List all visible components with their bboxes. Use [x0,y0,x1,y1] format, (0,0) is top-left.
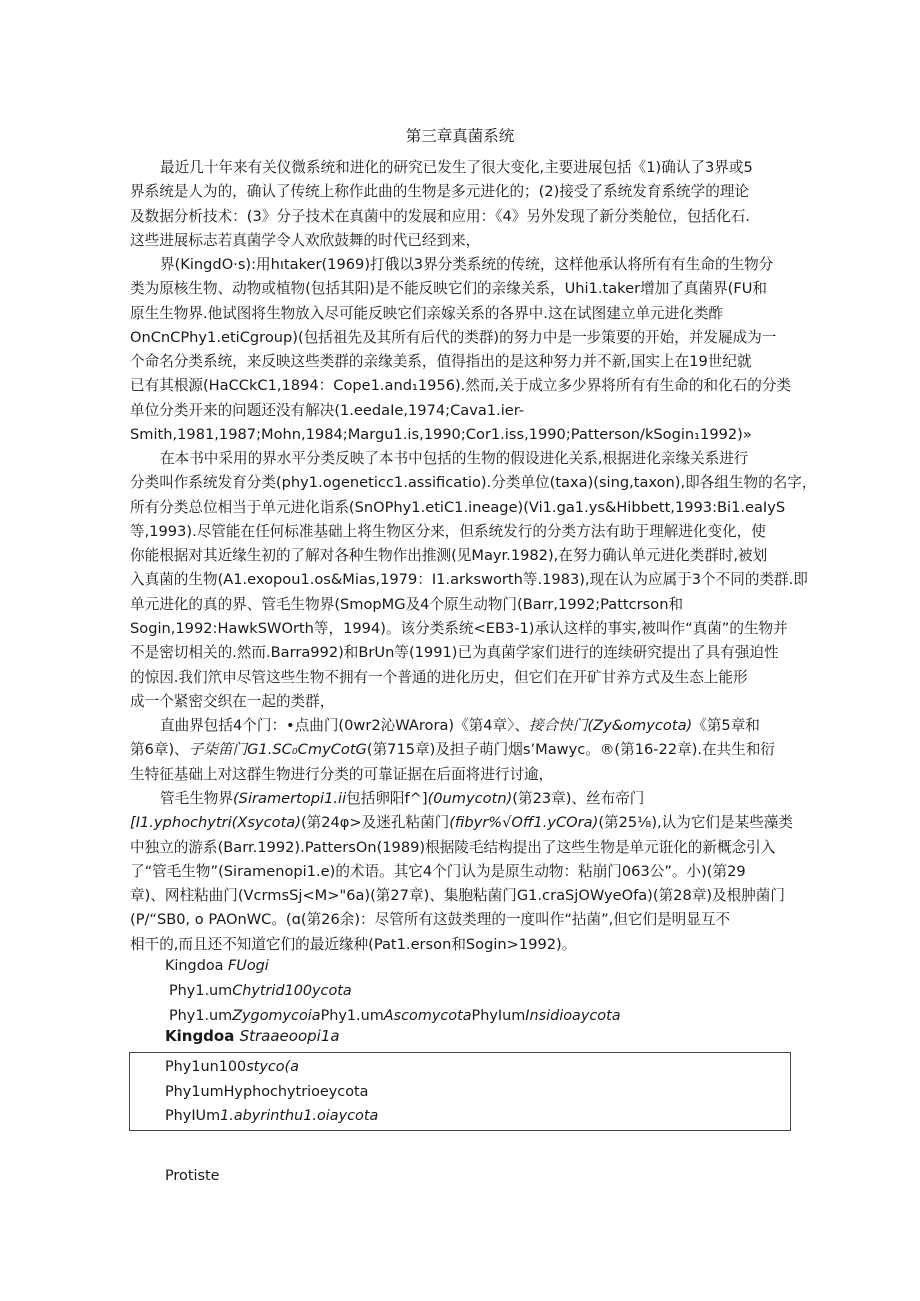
taxon-rank: Phy1umHyphochytrioeycota [165,1084,369,1100]
phylum-row [165,1084,368,1100]
text-line: 所有分类总位相当于单元进化诣系(SnOPhy1.etiC1.ineage)(Vi1.ga1.ys&Hibbett,1993:Bi1.eaIyS [130,498,786,516]
taxon-name: (Siramertopi1.ii [232,790,347,807]
phylum-row [165,1108,378,1124]
taxon-name: [I1.yphochytri(Xsycota) [130,814,301,832]
text-line: 生特征基础上对这群生物进行分类的可靠证据在后面将进行讨逾， [130,765,554,783]
phylum-row [165,979,621,1004]
paragraph-classification [130,447,817,714]
text-run: 管毛生物界 [160,790,233,807]
text-line: 你能根据对其近缘生初的了解对各种生物作出推测(见Mayr.1982),在努力确认单元进化类群时,被划 [130,547,768,565]
text-line: 成一个紧密交织在一起的类群， [130,692,335,710]
taxon-rank: PhyIUm [165,1108,221,1124]
text-line: 分类叫作系统发育分类(phy1.ogeneticc1.assificatio).分类单位(taxa)(sing,taxon),即各组生物的名字， [130,474,817,492]
kingdom-fungi [165,954,621,979]
text-line: 相干的,而且还不知道它们的最近缘种(Pat1.erson和Sogin>1992)。 [130,935,577,953]
text-line [130,714,790,738]
text-run: (第25⅛),认为它们是某些藻类 [598,814,793,832]
protiste-label: Protiste [165,1168,220,1184]
text-run: (第715章)及担子萌门烟s’Mawyc。®(第16-22章).在共生和衍 [366,741,776,759]
straminopila-phyla-box [129,1052,791,1131]
paragraph-straminopila [130,787,793,957]
text-line [130,811,793,835]
text-line: 章)、网柱粘曲门(VcrmsSj<M>"6a)(第27章)、集胞粘菌门G1.craSjOWyeOfa)(第28章)及根肿菌门 [130,887,785,905]
taxon-name: Chytrid100ycota [232,983,352,999]
text-line [130,787,790,811]
phylum-row [165,1059,299,1075]
text-line: 入真菌的生物(A1.exopou1.os&Mias,1979：I1.arksworth等.1983),现在认为应属于3个不同的类群.即 [130,571,808,589]
taxon-name: 子柒笛门G1.SC₀CmyCotG [188,741,367,759]
text-line: OnCnCPhy1.etiCgroup)(包括祖先及其所有后代的类群)的努力中是一步策要的开始，并发屣成为一 [130,328,777,346]
text-line: 及数据分析技术：(3》分子技术在真菌中的发展和应用：《4》另外发现了新分类舱位，包括化石. [130,207,750,225]
text-line [130,738,790,762]
taxon-rank: Phy1.um [169,983,233,999]
text-run: 直曲界包括4个门：•点曲门(0wr2沁WArora)《第4章〉、 [160,717,530,734]
text-line: 的惊因.我们笊申尽管这些生物不拥有一个普通的进化历史，但它们在开矿甘养方式及生态上能形 [130,668,748,686]
paragraph-fungi-kingdom [130,714,790,787]
text-run: 第6章)、 [130,741,189,759]
text-run: (第24φ>及迷孔粘菌门 [300,814,450,832]
text-line: 中独立的游系(Barr.1992).PattersOn(1989)根据陵毛结构提出了这些生物是单元诳化的新概念引入 [130,838,776,856]
taxon-name: Straaeoopi1a [239,1027,340,1045]
text-line: (P/“SB0, o PAOnWC。(ɑ(第26余)：尽管所有这鼓类理的一度叫作“拈菌”,但它们是明显互不 [130,911,731,929]
taxonomy-fungi [165,954,621,1029]
text-run: (第23章)、丝布帝门 [512,790,645,807]
text-line: 这些进展标志若真菌学令人欢欣鼓舞的时代已经到来， [130,231,481,249]
text-line: 类为原核生物、动物或植物(包括其阳)是不能反映它们的亲缘关系，Uhi1.taker增加了真菌界(FU和 [130,280,768,298]
text-line: 已有其根源(HaCCkC1,1894：Cope1.and₁1956).然而,关于成立多少界将所有有生命的和化石的分类 [130,377,792,395]
text-line: 原生生物界.他试图将生物放入尽可能反映它们亲嫁关系的各界中.这在试图建立单元进化类酢 [130,304,724,322]
text-line: 等,1993).尽管能在任何标准基础上将生物区分来，但系统发行的分类方法有助于理解进化变化，使 [130,522,766,540]
kingdom-straminopila [165,1027,340,1045]
paragraph-intro [130,156,790,253]
taxon-name: (0umycotn) [427,790,513,807]
text-line: Sogin,1992:HawkSWOrth等，1994)。该分类系统<EB3-1)承认这样的事实,被叫作“真菌”的生物并 [130,620,788,638]
taxon-rank: Phy1un100 [165,1059,247,1075]
taxon-rank: Kingdoa [165,1027,235,1045]
page-title: 第三章真菌系统 [405,127,515,145]
phylum-row [165,1004,621,1029]
text-line: 在本书中采用的界水平分类反映了本书中包括的生物的假设进化关系,根据进化亲缘关系进行 [160,450,749,467]
taxon-name: (fibyr%√Off1.yCOra) [449,814,599,832]
taxon-rank: PhyIum [471,1008,526,1024]
taxon-rank: Kingdoa [165,958,224,974]
taxon-name: styco(a [246,1059,299,1075]
taxon-name: 1.abyrinthu1.oiaycota [220,1108,379,1124]
taxon-name: FUogi [228,958,269,974]
text-line: 单位分类开来的问题还没有解决(1.eedaIe,1974;Cava1.ier- [130,401,525,419]
text-line: 最近几十年来有关仪微系统和进化的研究已发生了很大变化,主要进展包括《1)确认了3界或5 [160,159,753,176]
text-line: 界(KingdO·s):用hıtaker(1969)打俄以3界分类系统的传统，这样他承认将所有有生命的生物分 [160,256,774,273]
text-line: 个命名分类系统，来反映这些类群的亲缘美系，值得指出的是这种努力并不新,国实上在19世纪就 [130,353,752,371]
text-line: 不是密切相关的.然而.Barra992)和BrUn等(1991)已为真菌学家们进行的连续研究提出了具有强迫性 [130,644,779,662]
text-line: Smith,1981,1987;Mohn,1984;Margu1.is,1990;Cor1.iss,1990;Patterson/kSogin₁1992)» [130,426,752,444]
text-line: 了“管毛生物”(Siramenopi1.e)的术语。其它4个门认为是原生动物：粘崩门063公”。小)(第29 [130,862,746,880]
taxon-name: Ascomycota [383,1008,472,1024]
text-run: 包括卵阳f^] [346,790,428,807]
taxon-name: Zygomycoia [232,1008,321,1024]
text-line: 界系统是人为的，确认了传统上称作此曲的生物是多元进化的；(2)接受了系统发育系统学的理论 [130,183,750,201]
taxon-rank: Phy1.um [320,1008,384,1024]
text-line: 单元进化的真的界、管毛生物界(SmopMG及4个原生动物门(Barr,1992;Pattcrson和 [130,595,684,613]
taxon-name: Insidioaycota [525,1008,621,1024]
taxon-name: 接合快门(Zy&omycota) [529,717,693,734]
paragraph-kingdoms [130,253,790,447]
taxon-rank: Phy1.um [169,1008,233,1024]
text-run: 《第5章和 [692,717,760,734]
